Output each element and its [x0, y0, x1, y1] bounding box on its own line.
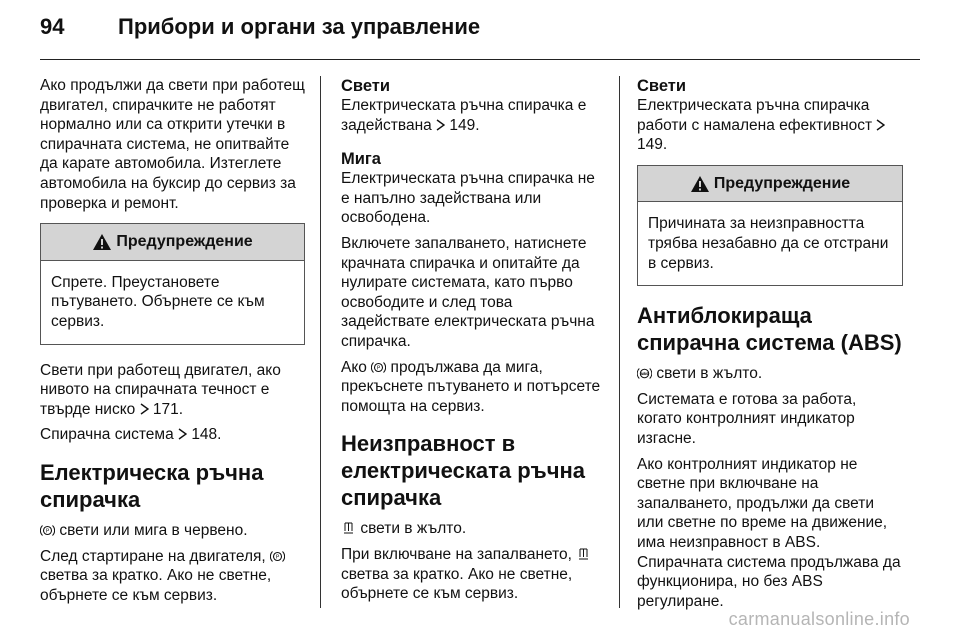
epb-fault-status-paragraph: свети в жълто.	[341, 519, 604, 539]
abs-fault-paragraph: Ако контролният индикатор не светне при включване на запалването, продължи да свети или светне по време на движение, има неизправност в ABS. Спирачната система продължава да функционира, но без ABS регулиране.	[637, 455, 901, 610]
section-title-abs: Антиблокираща спирачна система (ABS)	[637, 303, 902, 356]
warning-box	[40, 223, 305, 344]
warning-box	[637, 165, 903, 286]
warning-body: Причината за неизправността трябва незабавно да се отстрани в сервиз.	[648, 215, 889, 272]
abs-status-paragraph: ABS свети в жълто.	[637, 364, 903, 384]
column-2	[341, 76, 604, 610]
subhead-sveti: Свети	[341, 77, 391, 95]
section-title-epb-fault: Неизправност в електрическата ръчна спирачка	[341, 431, 585, 511]
header-divider	[40, 59, 920, 60]
reference-arrow-icon	[178, 428, 187, 440]
epb-fault-icon	[576, 548, 591, 561]
parking-brake-icon	[270, 550, 285, 563]
warning-header	[638, 166, 902, 203]
epb-fault-icon	[341, 522, 356, 535]
svg-text:P: P	[275, 554, 280, 561]
watermark: carmanualsonline.info	[728, 609, 910, 629]
page-number: 94	[40, 14, 65, 39]
intro-paragraph: Ако продължи да свети при работещ двигател, спирачките не работят нормално или са открити утечки в спирачната система, не опитвайте да карате автомобила. Изтеглете автомобила на буксир до сервиз за проверка и ремонт.	[40, 77, 305, 212]
parking-brake-icon	[371, 361, 386, 374]
sveti-paragraph: Електрическата ръчна спирачка е задействана 149.	[341, 97, 587, 134]
reference-arrow-icon	[436, 119, 445, 131]
column-1	[40, 76, 305, 611]
subhead-miga: Мига	[341, 150, 381, 169]
warning-title: Предупреждение	[713, 174, 851, 192]
column-divider-1	[320, 76, 321, 608]
epb-fault-ignition-paragraph: При включване на запалването, светва за кратко. Ако не светне, обърнете се към сервиз.	[341, 545, 604, 604]
column-3	[637, 76, 903, 617]
warning-triangle-icon	[92, 233, 112, 251]
abs-icon	[637, 367, 652, 380]
parking-brake-icon	[40, 524, 55, 537]
svg-text:ABS: ABS	[640, 371, 649, 377]
column-divider-2	[619, 76, 620, 608]
epb-status-paragraph: P свети или мига в червено.	[40, 521, 305, 541]
miga-paragraph-2: Включете запалването, натиснете крачната спирачка и опитайте да нулирате системата, като първо освободите и след това задействате електрическата ръчна спирачка.	[341, 234, 595, 350]
warning-triangle-icon	[690, 175, 710, 193]
page-header	[40, 14, 920, 48]
warning-body: Спрете. Преустановете пътуването. Обърнете се към сервиз.	[51, 273, 265, 330]
reference-arrow-icon	[140, 403, 149, 415]
epb-start-paragraph: След стартиране на двигателя, P светва за кратко. Ако не светне, обърнете се към сервиз.	[40, 547, 305, 606]
page-title: Прибори и органи за управление	[118, 14, 481, 39]
warning-title: Предупреждение	[116, 233, 253, 251]
reference-arrow-icon	[876, 119, 885, 131]
svg-text:P: P	[45, 528, 50, 535]
brake-fluid-paragraph: Свети при работещ двигател, ако нивото на спирачната течност е твърде ниско 171.	[40, 361, 281, 418]
svg-text:P: P	[377, 365, 381, 372]
reduced-efficiency-paragraph: Електрическата ръчна спирачка работи с намалена ефективност 149.	[637, 96, 903, 155]
section-title-electric-parking-brake: Електрическа ръчна спирачка	[40, 459, 264, 512]
miga-paragraph-3: Ако P продължава да мига, прекъснете пътуването и потърсете помощта на сервиз.	[341, 358, 601, 415]
brake-system-paragraph: Спирачна система 148.	[40, 426, 222, 444]
subhead-sveti: Свети	[637, 77, 687, 95]
abs-ready-paragraph: Системата е готова за работа, когато контролният индикатор изгасне.	[637, 390, 857, 447]
warning-header	[41, 224, 304, 261]
miga-paragraph-1: Електрическата ръчна спирачка не е напълно задействана или освободена.	[341, 170, 595, 227]
